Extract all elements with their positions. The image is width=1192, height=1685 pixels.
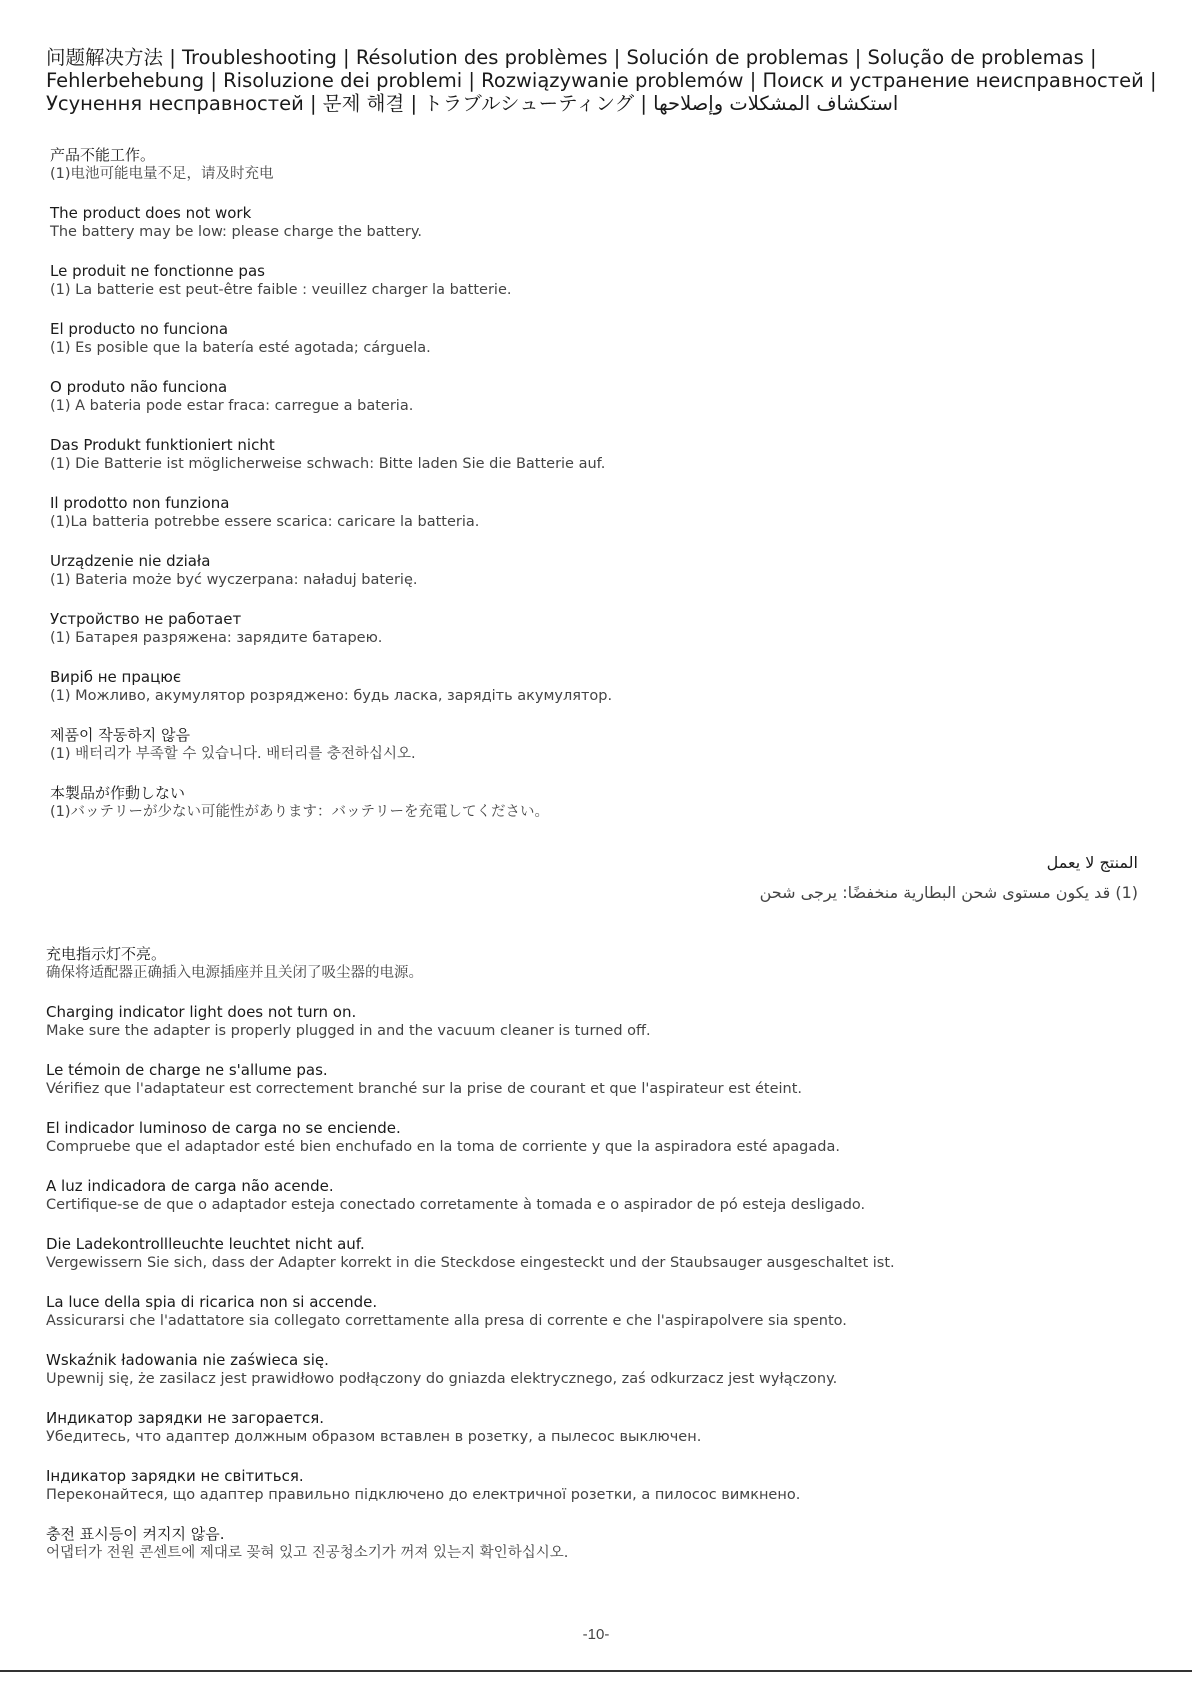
entry-body: (1) 배터리가 부족할 수 있습니다. 배터리를 충전하십시오.	[50, 746, 416, 762]
entry-body: (1)La batteria potrebbe essere scarica: caricare la batteria.	[50, 514, 480, 530]
entry-body: (1) A bateria pode estar fraca: carregue a bateria.	[50, 398, 414, 414]
entry-ko	[50, 726, 1150, 764]
title-line: Усунення несправностей | 문제 해결 | トラブルシューティング | استكشاف المشكلات وإصلاحها	[46, 92, 899, 115]
entry-heading: Виріб не працює	[50, 668, 182, 686]
entry-heading: Індикатор зарядки не світиться.	[46, 1467, 304, 1485]
entry-heading: Das Produkt funktioniert nicht	[50, 436, 275, 454]
entry-body: (1) Bateria może być wyczerpana: naładuj baterię.	[50, 572, 418, 588]
entry-ar	[438, 852, 1138, 904]
entry-de	[50, 436, 1150, 474]
entry-fr	[50, 262, 1150, 300]
entry-uk	[46, 1467, 1146, 1505]
entry-body: Make sure the adapter is properly plugged in and the vacuum cleaner is turned off.	[46, 1023, 651, 1039]
entry-body: (1) Можливо, акумулятор розряджено: будь ласка, зарядіть акумулятор.	[50, 688, 613, 704]
entry-body: 어댑터가 전원 콘센트에 제대로 꽂혀 있고 진공청소기가 꺼져 있는지 확인하십시오.	[46, 1545, 569, 1561]
entry-heading: Le témoin de charge ne s'allume pas.	[46, 1061, 328, 1079]
entry-heading: Устройство не работает	[50, 610, 242, 628]
title-line: 问题解决方法 | Troubleshooting | Résolution des problèmes | Solución de problemas | Solução de problemas |	[46, 46, 1097, 69]
entry-body: 确保将适配器正确插入电源插座并且关闭了吸尘器的电源。	[46, 965, 423, 981]
entry-body: (1) قد يكون مستوى شحن البطارية منخفضًا: يرجى شحن	[759, 883, 1138, 902]
entry-uk	[50, 668, 1150, 706]
title-line: Fehlerbehebung | Risoluzione dei problemi | Rozwiązywanie problemów | Поиск и устранение неисправностей |	[46, 69, 1157, 92]
entry-heading: Le produit ne fonctionne pas	[50, 262, 265, 280]
entry-body: Upewnij się, że zasilacz jest prawidłowo podłączony do gniazda elektrycznego, zaś odkurzacz jest wyłączony.	[46, 1371, 838, 1387]
entry-es	[46, 1119, 1146, 1157]
entry-body: (1)バッテリーが少ない可能性があります：バッテリーを充電してください。	[50, 804, 550, 820]
entry-ja	[50, 784, 1150, 822]
entry-zh	[46, 945, 1146, 983]
entry-it	[46, 1293, 1146, 1331]
entry-ko	[46, 1525, 1146, 1563]
entry-heading: 충전 표시등이 켜지지 않음.	[46, 1525, 225, 1543]
entry-heading: المنتج لا يعمل	[1046, 853, 1138, 872]
entry-de	[46, 1235, 1146, 1273]
entry-heading: Il prodotto non funziona	[50, 494, 230, 512]
footer-rule	[0, 1670, 1192, 1672]
entry-pl	[50, 552, 1150, 590]
entry-heading: El indicador luminoso de carga no se enciende.	[46, 1119, 401, 1137]
entry-body: Переконайтеся, що адаптер правильно підключено до електричної розетки, а пилосос вимкнено.	[46, 1487, 801, 1503]
entry-body: (1) La batterie est peut-être faible : veuillez charger la batterie.	[50, 282, 512, 298]
entry-heading: La luce della spia di ricarica non si accende.	[46, 1293, 378, 1311]
section-product-not-working	[50, 146, 1150, 842]
entry-heading: 产品不能工作。	[50, 146, 156, 164]
entry-heading: 제품이 작동하지 않음	[50, 726, 190, 744]
entry-heading: 充电指示灯不亮。	[46, 945, 167, 963]
entry-body: Certifique-se de que o adaptador esteja conectado corretamente à tomada e o aspirador de pó esteja desligado.	[46, 1197, 866, 1213]
entry-heading: The product does not work	[50, 204, 252, 222]
entry-ru	[50, 610, 1150, 648]
entry-body: The battery may be low: please charge the battery.	[50, 224, 422, 240]
entry-heading: Wskaźnik ładowania nie zaświeca się.	[46, 1351, 329, 1369]
entry-zh	[50, 146, 1150, 184]
entry-body: (1) Die Batterie ist möglicherweise schwach: Bitte laden Sie die Batterie auf.	[50, 456, 606, 472]
entry-body: (1) Es posible que la batería esté agotada; cárguela.	[50, 340, 431, 356]
entry-body: Compruebe que el adaptador esté bien enchufado en la toma de corriente y que la aspiradora esté apagada.	[46, 1139, 840, 1155]
entry-ru	[46, 1409, 1146, 1447]
entry-heading: El producto no funciona	[50, 320, 229, 338]
entry-pt	[50, 378, 1150, 416]
entry-es	[50, 320, 1150, 358]
entry-en	[46, 1003, 1146, 1041]
entry-body: Vérifiez que l'adaptateur est correctement branché sur la prise de courant et que l'aspirateur est éteint.	[46, 1081, 803, 1097]
entry-heading: Die Ladekontrollleuchte leuchtet nicht auf.	[46, 1235, 365, 1253]
entry-pt	[46, 1177, 1146, 1215]
entry-body: (1)电池可能电量不足，请及时充电	[50, 166, 274, 182]
entry-heading: Индикатор зарядки не загорается.	[46, 1409, 325, 1427]
entry-body: (1) Батарея разряжена: зарядите батарею.	[50, 630, 383, 646]
page-number: -10-	[582, 1626, 610, 1643]
entry-heading: O produto não funciona	[50, 378, 228, 396]
entry-body: Vergewissern Sie sich, dass der Adapter korrekt in die Steckdose eingesteckt und der Staubsauger ausgeschaltet ist.	[46, 1255, 895, 1271]
section-charging-indicator	[46, 945, 1146, 1583]
entry-en	[50, 204, 1150, 242]
entry-pl	[46, 1351, 1146, 1389]
entry-fr	[46, 1061, 1146, 1099]
entry-heading: 本製品が作動しない	[50, 784, 186, 802]
entry-it	[50, 494, 1150, 532]
page-title	[46, 46, 1157, 115]
entry-body: Assicurarsi che l'adattatore sia collegato correttamente alla presa di corrente e che l'aspirapolvere sia spento.	[46, 1313, 847, 1329]
entry-body: Убедитесь, что адаптер должным образом вставлен в розетку, а пылесос выключен.	[46, 1429, 702, 1445]
entry-heading: Urządzenie nie działa	[50, 552, 211, 570]
entry-heading: A luz indicadora de carga não acende.	[46, 1177, 334, 1195]
entry-heading: Charging indicator light does not turn on.	[46, 1003, 357, 1021]
